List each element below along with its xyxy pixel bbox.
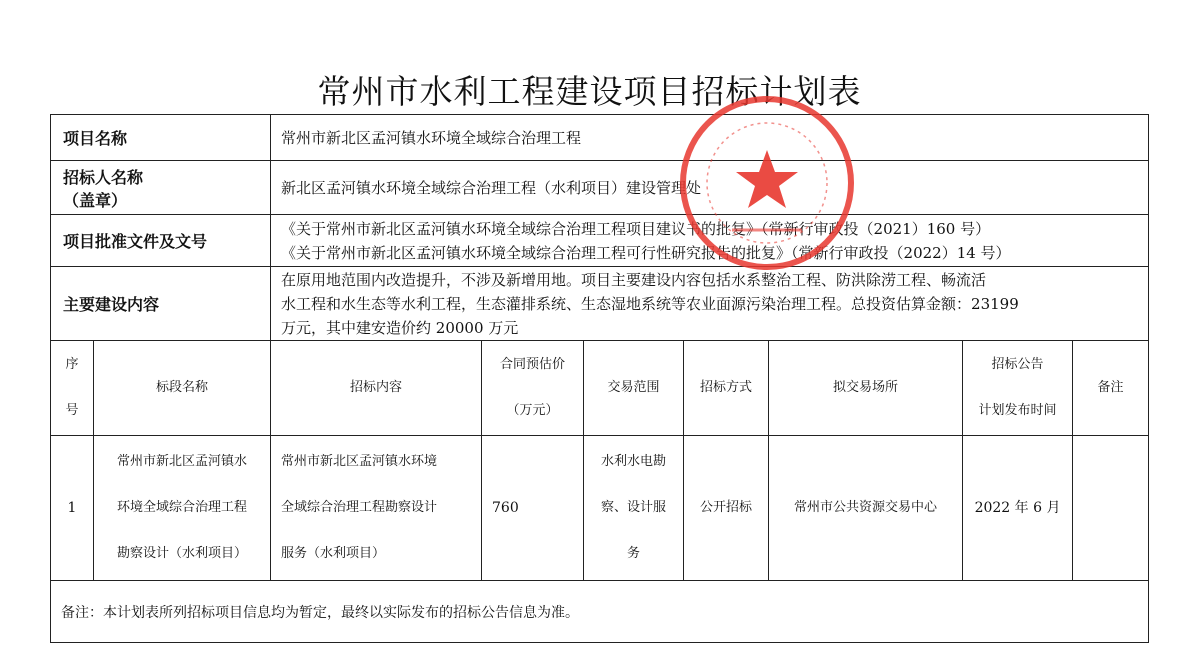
item-method: 公开招标: [684, 436, 769, 581]
header-price-line-1: 合同预估价: [500, 357, 566, 372]
content-line-2: 水工程和水生态等水利工程，生态灌排系统、生态湿地系统等农业面源污染治理工程。总投资估算金额：23199: [281, 294, 1019, 313]
header-seq: [51, 341, 94, 436]
header-remark: 备注: [1073, 341, 1149, 436]
item-section-line-1: 常州市新北区孟河镇水: [117, 454, 248, 469]
header-time-line-2: 计划发布时间: [978, 403, 1057, 418]
item-range-line-3: 务: [627, 546, 641, 561]
tenderer-label-line-1: 招标人名称: [63, 167, 144, 187]
item-range-line-2: 察、设计服: [601, 500, 667, 515]
approval-value: [271, 215, 1149, 267]
item-section-line-3: 勘察设计（水利项目）: [117, 546, 248, 561]
page-title: 常州市水利工程建设项目招标计划表: [317, 72, 862, 111]
project-name-label: 项目名称: [51, 115, 271, 161]
header-method: 招标方式: [684, 341, 769, 436]
header-price-line-2: （万元）: [506, 403, 559, 418]
tenderer-label-line-2: （盖章）: [63, 190, 128, 210]
item-scope-line-1: 常州市新北区孟河镇水环境: [281, 454, 438, 469]
note-text: 备注：本计划表所列招标项目信息均为暂定，最终以实际发布的招标公告信息为准。: [51, 581, 1149, 643]
content-line-1: 在原用地范围内改造提升，不涉及新增用地。项目主要建设内容包括水系整治工程、防洪除涝工程、畅流活: [281, 270, 987, 289]
tender-plan-table: [50, 114, 1149, 643]
item-time: 2022 年 6 月: [963, 436, 1073, 581]
item-range: [584, 436, 684, 581]
row-approval: [51, 215, 1149, 267]
table-row: [51, 436, 1149, 581]
approval-line-1: 《关于常州市新北区孟河镇水环境全域综合治理工程项目建议书的批复》（常新行审政投（2021）160 号）: [281, 219, 991, 238]
header-time: [963, 341, 1073, 436]
item-seq: 1: [51, 436, 94, 581]
item-remark: [1073, 436, 1149, 581]
header-seq-line-2: 号: [65, 403, 79, 418]
header-section: 标段名称: [94, 341, 271, 436]
approval-label: 项目批准文件及文号: [51, 215, 271, 267]
item-scope-line-2: 全域综合治理工程勘察设计: [281, 500, 438, 515]
tenderer-value: 新北区孟河镇水环境全域综合治理工程（水利项目）建设管理处: [271, 161, 1149, 215]
row-tenderer: [51, 161, 1149, 215]
content-label: 主要建设内容: [51, 267, 271, 341]
item-price: 760: [482, 436, 584, 581]
item-scope-line-3: 服务（水利项目）: [281, 546, 386, 561]
row-project-name: [51, 115, 1149, 161]
header-scope: 招标内容: [271, 341, 482, 436]
header-time-line-1: 招标公告: [991, 357, 1044, 372]
item-venue: 常州市公共资源交易中心: [769, 436, 963, 581]
item-range-line-1: 水利水电勘: [601, 454, 667, 469]
approval-line-2: 《关于常州市新北区孟河镇水环境全域综合治理工程可行性研究报告的批复》（常新行审政投（2022）14 号）: [281, 243, 1011, 262]
item-section: [94, 436, 271, 581]
content-value: [271, 267, 1149, 341]
content-line-3: 万元，其中建安造价约 20000 万元: [281, 318, 519, 337]
row-note: [51, 581, 1149, 643]
header-range: 交易范围: [584, 341, 684, 436]
project-name-value: 常州市新北区孟河镇水环境全域综合治理工程: [271, 115, 1149, 161]
header-price: [482, 341, 584, 436]
row-headers: [51, 341, 1149, 436]
header-seq-line-1: 序: [65, 357, 79, 372]
tenderer-label: [51, 161, 271, 215]
row-content: [51, 267, 1149, 341]
header-venue: 拟交易场所: [769, 341, 963, 436]
item-scope: [271, 436, 482, 581]
item-section-line-2: 环境全域综合治理工程: [117, 500, 248, 515]
